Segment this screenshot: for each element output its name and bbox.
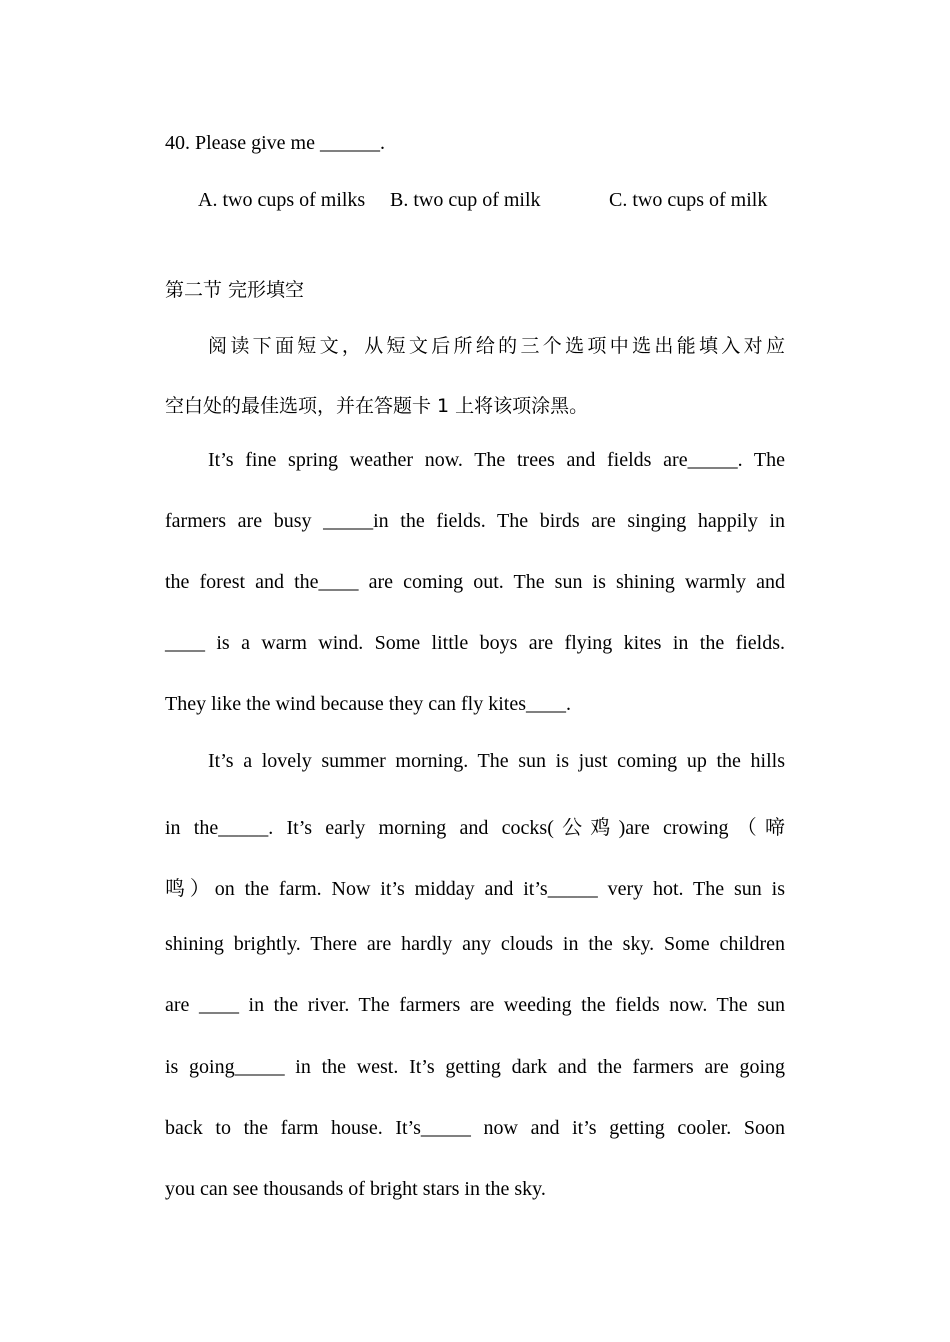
section-title: 第二节 完形填空 (165, 279, 305, 301)
passage1-line-3: the forest and the____ are coming out. The sun is shining warmly and (165, 571, 785, 593)
instruction-line-1: 阅读下面短文，从短文后所给的三个选项中选出能填入对应 (208, 335, 785, 357)
passage2-line-7: back to the farm house. It’s_____ now and it’s getting cooler. Soon (165, 1117, 785, 1139)
question-40-option-c: C. two cups of milk (609, 189, 768, 211)
passage1-line-2: farmers are busy _____in the fields. The birds are singing happily in (165, 510, 785, 532)
passage1-line-1: It’s fine spring weather now. The trees and fields are_____. The (208, 449, 785, 471)
question-40-option-a: A. two cups of milks (198, 189, 366, 211)
passage2-line-8: you can see thousands of bright stars in the sky. (165, 1178, 546, 1200)
passage1-line-4: ____ is a warm wind. Some little boys are flying kites in the fields. (165, 632, 785, 654)
passage1-line-5: They like the wind because they can fly kites____. (165, 693, 571, 715)
passage2-line-1: It’s a lovely summer morning. The sun is just coming up the hills (208, 750, 785, 772)
passage2-line-3: 鸣）on the farm. Now it’s midday and it’s_____ very hot. The sun is (165, 878, 785, 900)
question-40-option-b: B. two cup of milk (390, 189, 541, 211)
passage2-line-2: in the_____. It’s early morning and cocks(公鸡)are crowing（啼 (165, 817, 785, 839)
question-40-stem: 40. Please give me ______. (165, 132, 385, 154)
instruction-line-2: 空白处的最佳选项，并在答题卡 1 上将该项涂黑。 (165, 395, 589, 417)
passage2-line-6: is going_____ in the west. It’s getting dark and the farmers are going (165, 1056, 785, 1078)
passage2-line-5: are ____ in the river. The farmers are weeding the fields now. The sun (165, 994, 785, 1016)
passage2-line-4: shining brightly. There are hardly any clouds in the sky. Some children (165, 933, 785, 955)
